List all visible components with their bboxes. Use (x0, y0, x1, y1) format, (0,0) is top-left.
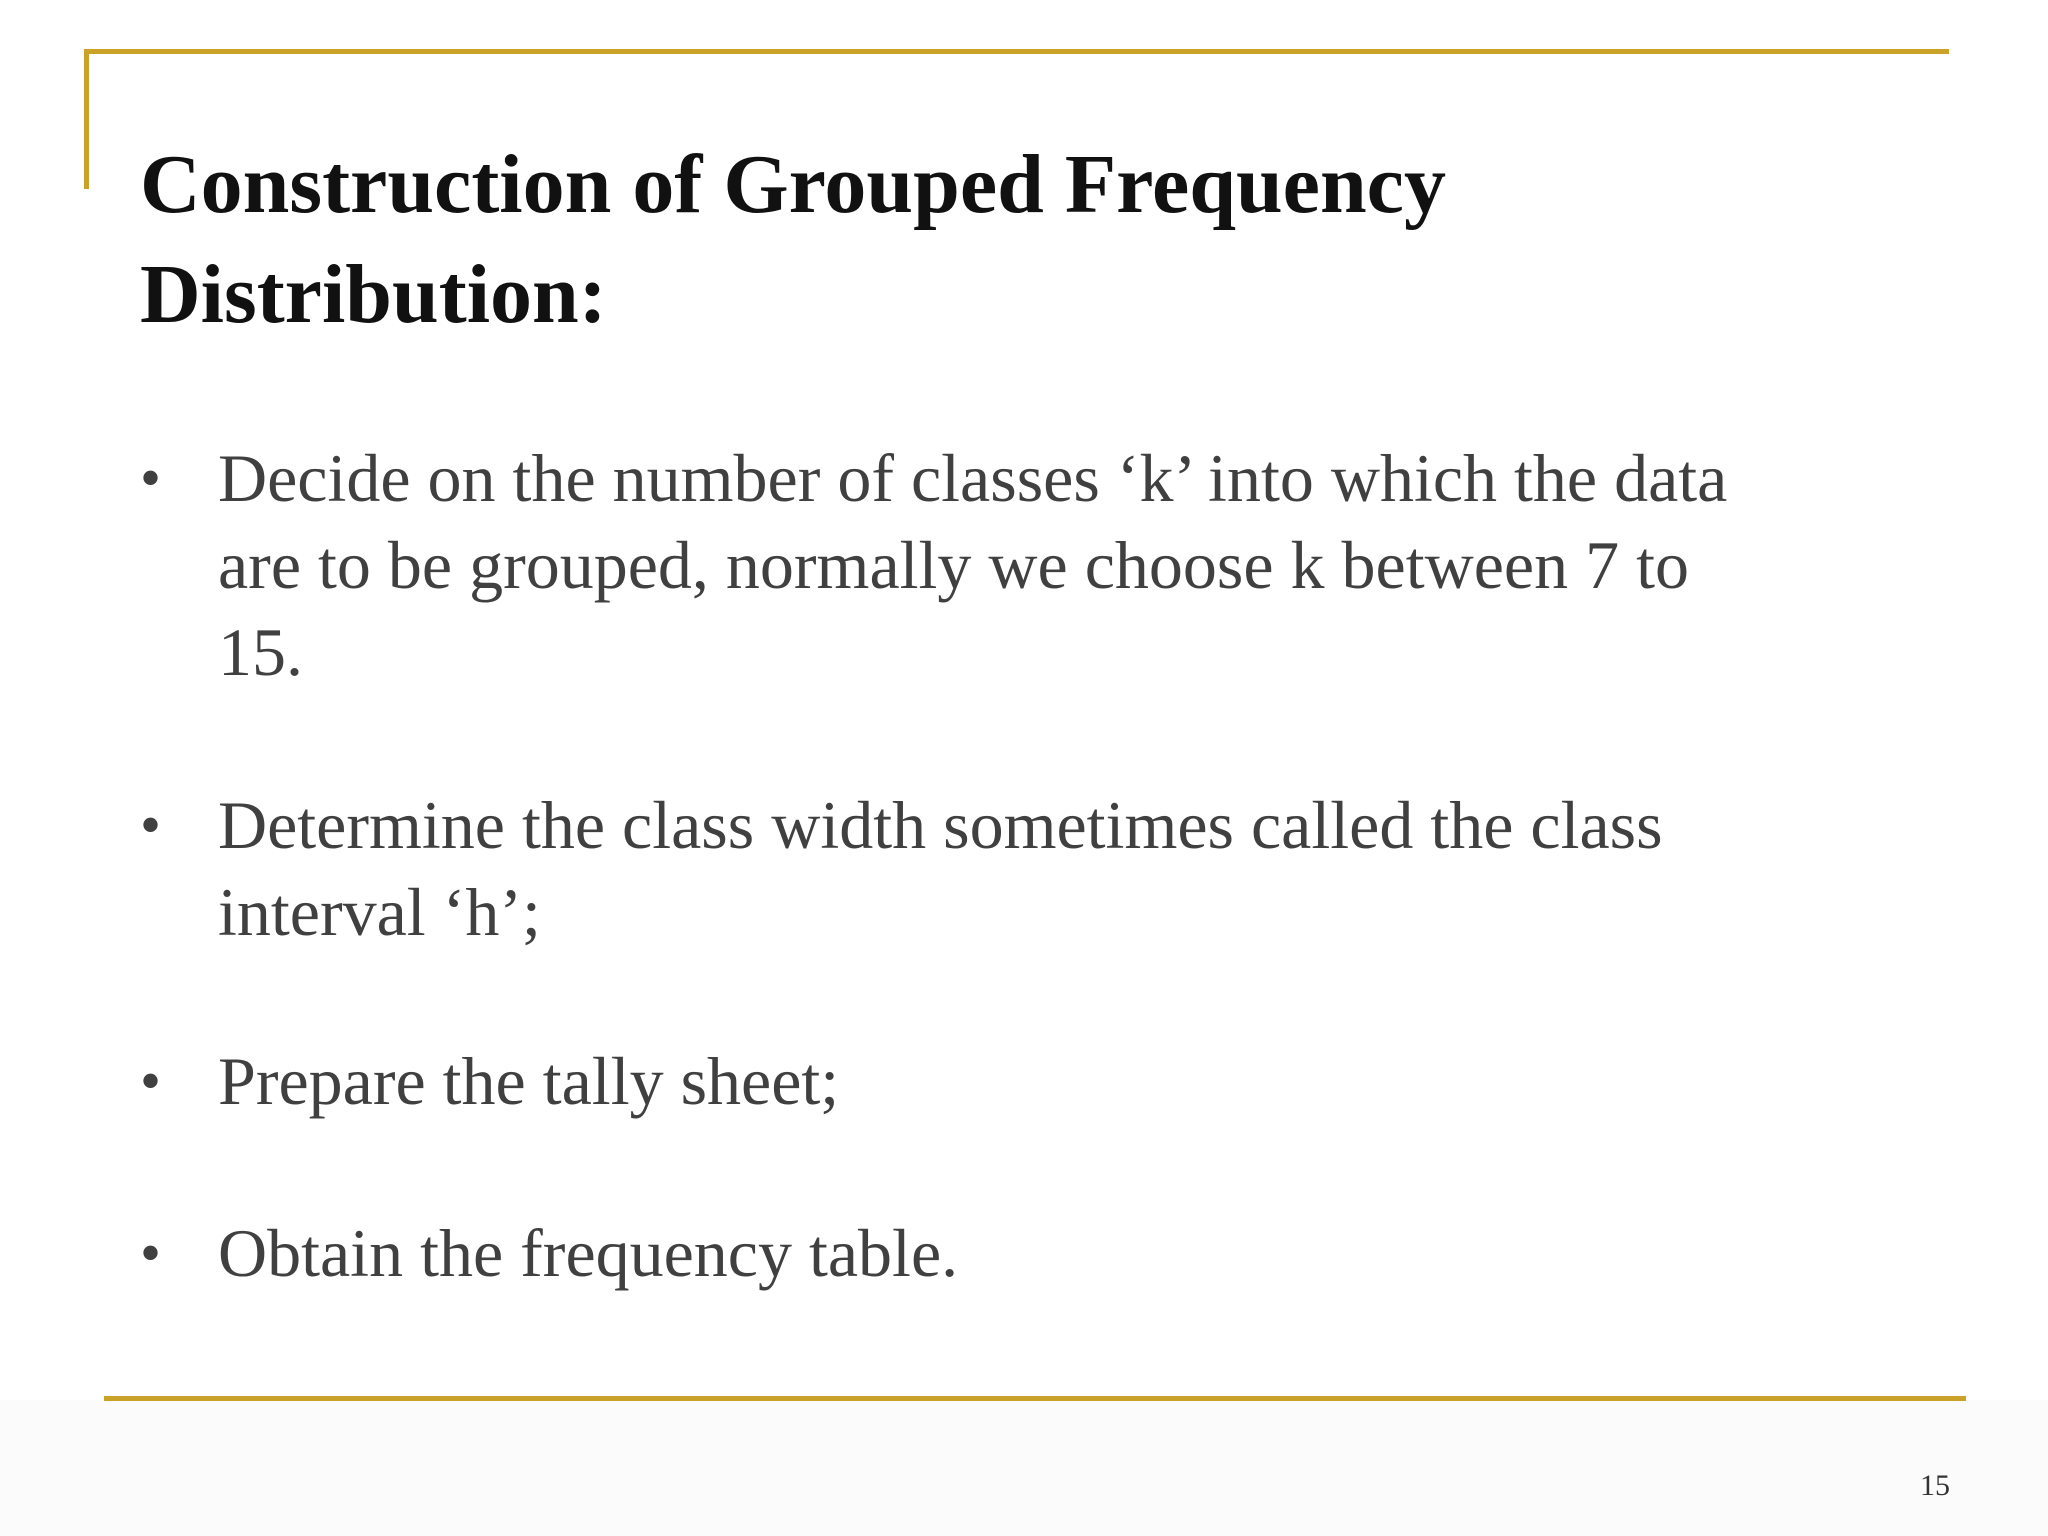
bullet-symbol: • (140, 445, 162, 511)
slide-title-line-2: Distribution: (140, 248, 607, 341)
bullet-text (218, 435, 1778, 696)
slide-title-line-1: Construction of Grouped Frequency (140, 138, 1446, 231)
bullet-symbol: • (140, 1048, 162, 1114)
bullet-line: are to be grouped, normally we choose k between 7 to (218, 527, 1689, 603)
bottom-accent-line (104, 1396, 1966, 1401)
bullet-line: interval ‘h’; (218, 874, 541, 950)
bullet-line: Determine the class width sometimes called the class (218, 787, 1663, 863)
page-number: 15 (1920, 1469, 1950, 1502)
bullet-symbol: • (140, 792, 162, 858)
bullet-symbol: • (140, 1220, 162, 1286)
footer-band (0, 1400, 2048, 1536)
bullet-line: Obtain the frequency table. (218, 1215, 959, 1291)
left-accent-line (84, 49, 89, 189)
bullet-line: Decide on the number of classes ‘k’ into which the data (218, 440, 1728, 516)
bullet-line: Prepare the tally sheet; (218, 1043, 840, 1119)
bullet-line: 15. (218, 614, 303, 690)
bullet-text (218, 1038, 1778, 1125)
bullet-text (218, 782, 1778, 956)
bullet-text (218, 1210, 1778, 1297)
slide-title (140, 130, 1840, 350)
top-accent-line (84, 49, 1949, 54)
